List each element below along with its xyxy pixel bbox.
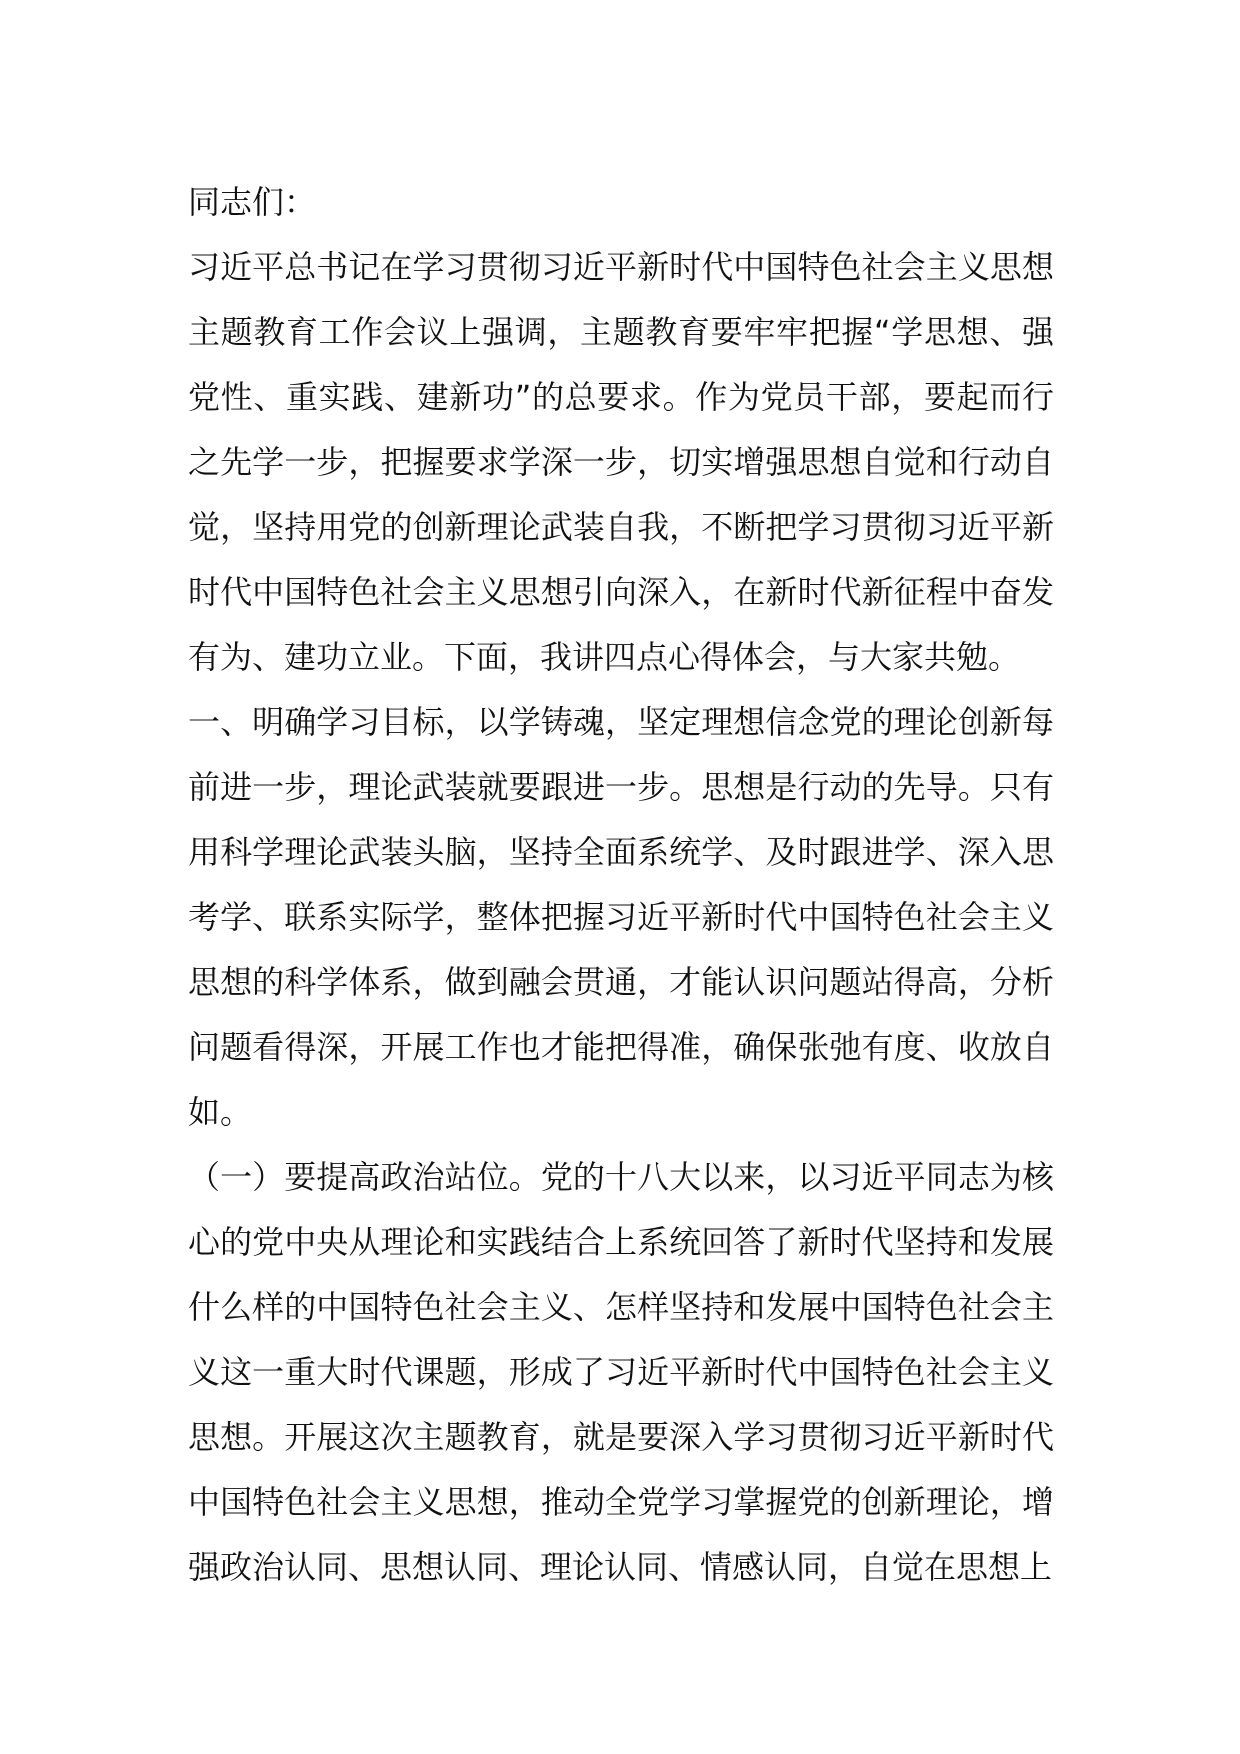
- intro-paragraph: 习近平总书记在学习贯彻习近平新时代中国特色社会主义思想主题教育工作会议上强调，主题教育要牢牢把握“学思想、强党性、重实践、建新功”的总要求。作为党员干部，要起而行之先学一步，把握要求学深一步，切实增强思想自觉和行动自觉，坚持用党的创新理论武装自我，不断把学习贯彻习近平新时代中国特色社会主义思想引向深入，在新时代新征程中奋发有为、建功立业。下面，我讲四点心得体会，与大家共勉。: [188, 248, 1054, 676]
- subsection-one-paragraph: （一）要提高政治站位。党的十八大以来，以习近平同志为核心的党中央从理论和实践结合上系统回答了新时代坚持和发展什么样的中国特色社会主义、怎样坚持和发展中国特色社会主义这一重大时代课题，形成了习近平新时代中国特色社会主义思想。开展这次主题教育，就是要深入学习贯彻习近平新时代中国特色社会主义思想，推动全党学习掌握党的创新理论，增强政治认同、思想认同、理论认同、情感认同，自觉在思想上: [188, 1158, 1054, 1586]
- section-one-paragraph: 一、明确学习目标，以学铸魂，坚定理想信念党的理论创新每前进一步，理论武装就要跟进一步。思想是行动的先导。只有用科学理论武装头脑，坚持全面系统学、及时跟进学、深入思考学、联系实际学，整体把握习近平新时代中国特色社会主义思想的科学体系，做到融会贯通，才能认识问题站得高，分析问题看得深，开展工作也才能把得准，确保张弛有度、收放自如。: [188, 703, 1054, 1131]
- document-body: [188, 170, 1054, 1600]
- salutation: 同志们：: [188, 183, 317, 221]
